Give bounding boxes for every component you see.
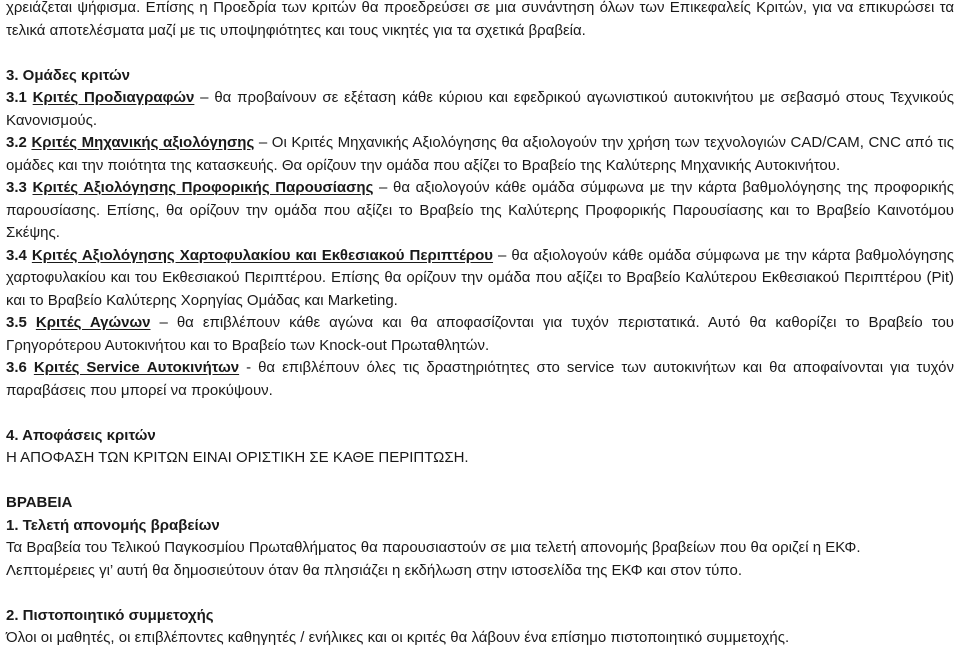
ceremony-heading: 1. Τελετή απονομής βραβείων — [6, 516, 220, 534]
judge-group-number: 3.4 — [6, 246, 27, 264]
judge-group-separator: - — [239, 359, 259, 376]
judge-group-number: 3.3 — [6, 179, 27, 196]
spacer — [6, 470, 954, 493]
judge-group-separator: – — [194, 89, 215, 106]
judge-group-number: 3.6 — [6, 359, 27, 376]
judge-group-title: Κριτές Αξιολόγησης Προφορικής Παρουσίασης — [32, 179, 374, 196]
certificate-heading: 2. Πιστοποιητικό συμμετοχής — [6, 606, 214, 624]
judge-group-description: θα επιβλέπουν κάθε αγώνα και θα αποφασίζονται για τυχόν περιστατικά. Αυτό θα καθορίζει το Βραβείο του Γρηγορότερου Αυτοκινήτου και το Βραβείο των Knock-out Πρωταθλητών. — [6, 314, 954, 354]
spacer — [6, 582, 954, 605]
judge-groups-list — [6, 87, 954, 402]
judge-group-title: Κριτές Αγώνων — [35, 314, 151, 331]
judge-group-number: 3.2 — [6, 134, 27, 151]
judge-group-item — [6, 87, 954, 132]
judge-group-item — [6, 357, 954, 402]
judge-group-separator: – — [493, 246, 512, 264]
spacer — [6, 42, 954, 65]
section-4-text: Η ΑΠΟΦΑΣΗ ΤΩΝ ΚΡΙΤΩΝ ΕΙΝΑΙ ΟΡΙΣΤΙΚΗ ΣΕ ΚΑΘΕ ΠΕΡΙΠΤΩΣΗ. — [6, 449, 469, 466]
judge-group-separator: – — [254, 134, 272, 151]
certificate-text: Όλοι οι μαθητές, οι επιβλέποντες καθηγητές / ενήλικες και οι κριτές θα λάβουν ένα επίσημο πιστοποιητικό συμμετοχής. — [6, 629, 790, 646]
judge-group-number: 3.1 — [6, 89, 27, 106]
judge-group-title: Κριτές Μηχανικής αξιολόγησης — [31, 134, 255, 151]
judge-group-item — [6, 245, 954, 313]
ceremony-text-1: Τα Βραβεία του Τελικού Παγκοσμίου Πρωταθλήματος θα παρουσιαστούν σε μια τελετή απονομής βραβείων που θα οριζεί η ΕΚΦ. — [6, 539, 861, 556]
intro-paragraph: χρειάζεται ψήφισμα. Επίσης η Προεδρία των κριτών θα προεδρεύσει σε μια συνάντηση όλων των Επικεφαλείς Κριτών, για να επικυρώσει τα τελικά αποτελέσματα μαζί με τις υποψηφιότητες και τους νικητές για τα σχετικά βραβεία. — [6, 0, 954, 39]
judge-group-item — [6, 132, 954, 177]
judge-group-description: Οι Κριτές Μηχανικής Αξιολόγησης θα αξιολογούν την χρήση των τεχνολογιών CAD/CAM, CNC από τις ομάδες και την ποιότητα της κατασκευής. Θα ορίζουν την ομάδα που αξίζει το Βραβείο της Καλύτερης Μηχανικής Αυτοκινήτου. — [6, 134, 954, 174]
judge-group-title: Κριτές Αξιολόγησης Χαρτοφυλακίου και Εκθεσιακού Περιπτέρου — [31, 246, 494, 264]
section-3-heading: 3. Ομάδες κριτών — [6, 66, 131, 84]
spacer — [6, 402, 954, 425]
judge-group-number: 3.5 — [6, 314, 27, 331]
judge-group-item — [6, 177, 954, 245]
judge-group-description: θα αξιολογούν κάθε ομάδα σύμφωνα με την κάρτα βαθμολόγησης της προφορικής παρουσίασης. Επίσης, θα ορίζουν την ομάδα που αξίζει το Βραβείο της Καλύτερης Προφορικής Παρουσίασης και το Βραβείο Καινοτόμου Σκέψης. — [6, 179, 954, 241]
judge-group-item — [6, 312, 954, 357]
judge-group-separator: – — [150, 314, 177, 331]
awards-heading: ΒΡΑΒΕΙΑ — [6, 494, 73, 511]
ceremony-text-2: Λεπτομέρειες γι’ αυτή θα δημοσιεύτουν όταν θα πλησιάζει η εκδήλωση στην ιστοσελίδα της ΕΚΦ και στον τύπο. — [6, 561, 743, 579]
judge-group-title: Κριτές Προδιαγραφών — [32, 89, 195, 106]
judge-group-description: θα προβαίνουν σε εξέταση κάθε κύριου και εφεδρικού αγωνιστικού αυτοκινήτου με σεβασμό στους Τεχνικούς Κανονισμούς. — [6, 89, 955, 129]
judge-group-title: Κριτές Service Αυτοκινήτων — [33, 359, 240, 376]
judge-group-description: θα επιβλέπουν όλες τις δραστηριότητες στο service των αυτοκινήτων και θα αποφαίνονται για τυχόν παραβάσεις που μπορεί να προκύψουν. — [6, 359, 954, 399]
judge-group-description: θα αξιολογούν κάθε ομάδα σύμφωνα με την κάρτα βαθμολόγησης χαρτοφυλακίου και του Εκθεσιακού Περιπτέρου. Επίσης θα ορίζουν την ομάδα που αξίζει το Βραβείο Καλύτερου Εκθεσιακού Περιπτέρου (Pit) και το Βραβείο Καλύτερης Χορηγίας Ομάδας και Marketing. — [6, 246, 955, 309]
judge-group-separator: – — [373, 179, 394, 196]
section-4-heading: 4. Αποφάσεις κριτών — [6, 426, 156, 444]
